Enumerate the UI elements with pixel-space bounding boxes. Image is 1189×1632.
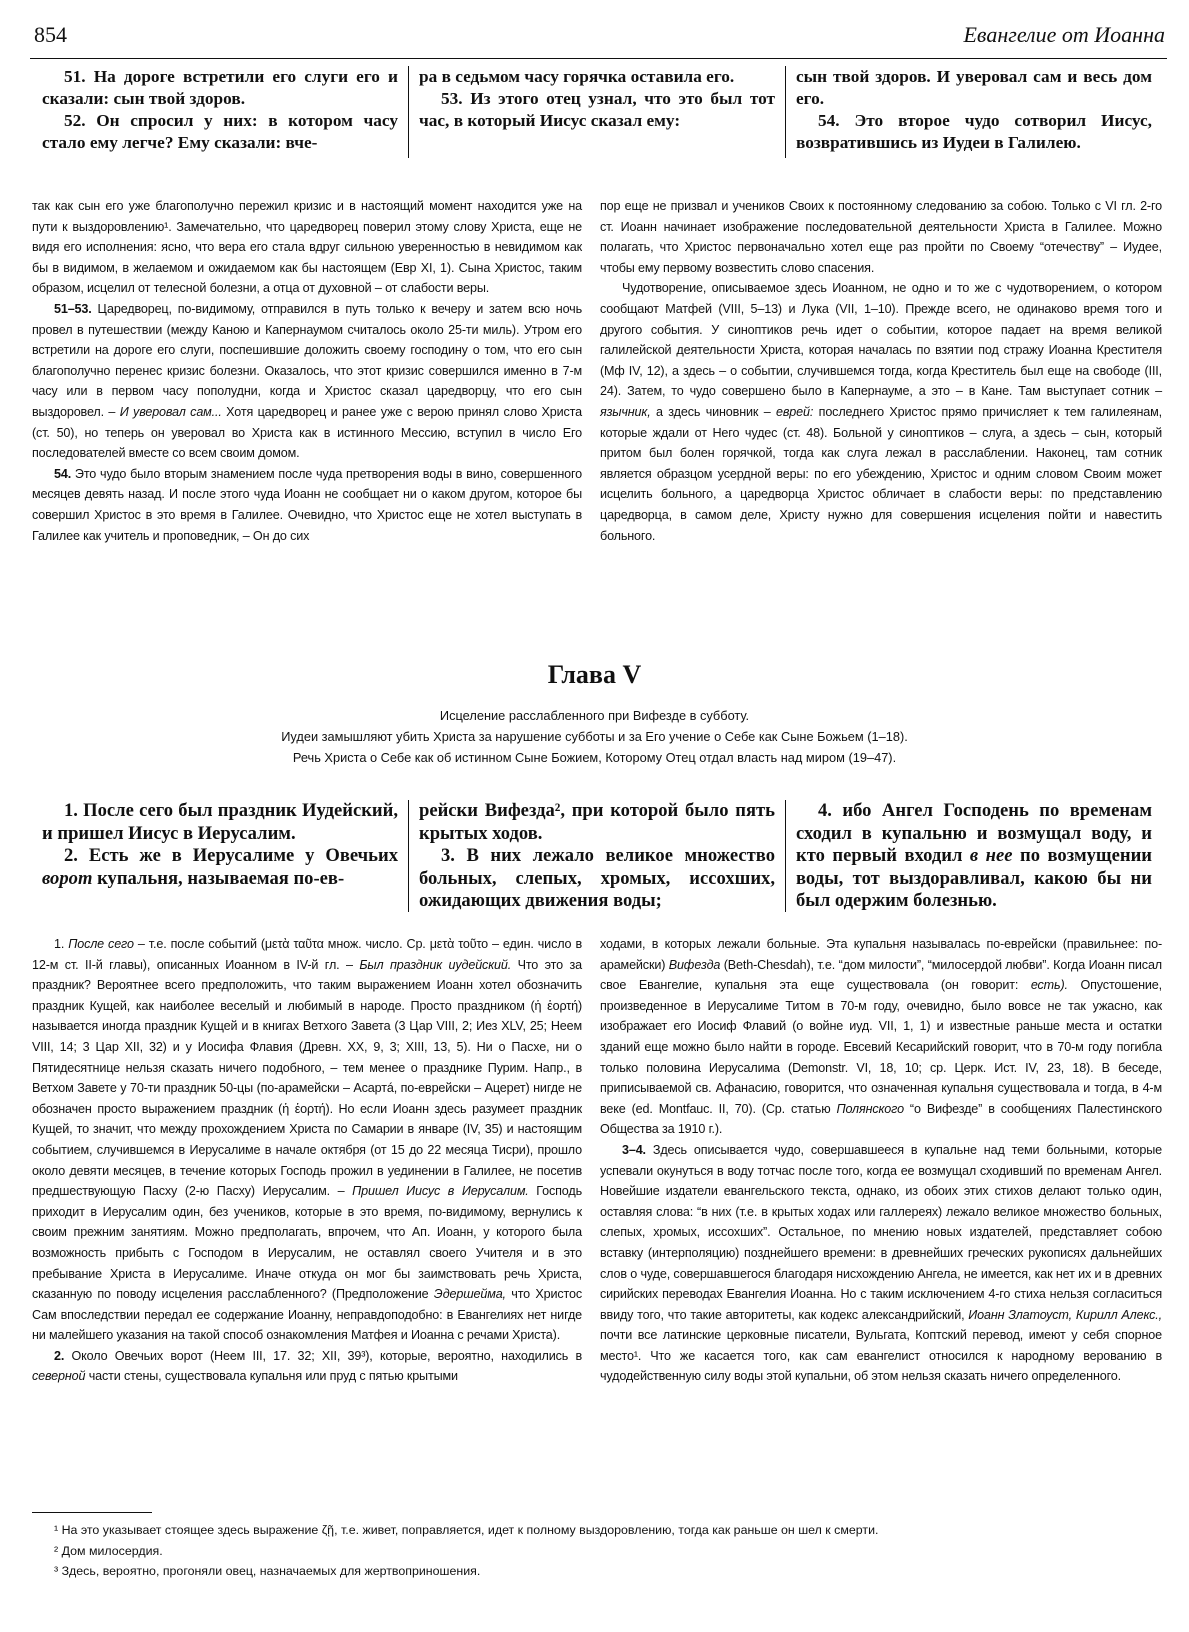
- commentary-paragraph: пор еще не призвал и учеников Своих к постоянному следованию за собою. Только с VI гл. 2-го ст. Иоанн начинает изображение последовательной деятельности Христа в Галилее. Можно полагать, что Христос первоначально хотел еще раз пройти по Своему “отечеству” – Иудее, чтобы ему первому возвестить слово спасения.: [600, 199, 1162, 275]
- verse-column-1: [32, 66, 408, 158]
- commentary-v-left: [32, 934, 582, 1387]
- page-number: 854: [34, 22, 67, 47]
- verse-52: 52. Он спросил у них: в котором часу стало ему легче? Ему сказали: вче-: [42, 111, 398, 152]
- commentary-paragraph: 3–4. Здесь описывается чудо, совершавшееся в купальне над теми больными, которые успевали окунуться в воду тотчас после того, когда ее возмущал сходивший по временам Ангел. Новейшие издатели евангельского текста, однако, из обоих этих стихов делают только один, оставляя слова: “в них (т.е. в крытых ходах или галлереях) лежало великое множество больных, слепых, хромых, иссохших”. Остальное, по мнению новых издателей, представляет собою вставку (интерполяцию) позднейшего времени: в древнейших греческих рукописях дальнейших слов о чуде, совершавшегося благодаря нисхождению Ангела, не имеется, как нет их и в древних сирийских переводах Евангелия Иоанна. Но с таким исключением 4-го стиха нельзя согласиться ввиду того, что такие авторитеты, как кодекс александрийский, Иоанн Златоуст, Кирилл Алекс., почти все латинские церковные писатели, Вульгата, Коптский перевод, имеют у себя спорное место¹. Что же касается того, как сам евангелист относился к народному верованию в чудодейственную силу воды этой купальни, об этом нельзя сказать ничего определенного.: [600, 1142, 1162, 1384]
- verse-ref: 1.: [54, 937, 65, 951]
- running-header: [30, 18, 1167, 59]
- verse-ref: 2.: [54, 1348, 65, 1363]
- commentary-paragraph: 2. Около Овечьих ворот (Неем III, 17. 32; XII, 39³), которые, вероятно, находились в северной части стены, существовала купальня или пруд с пятью крытыми: [32, 1348, 582, 1384]
- summary-line: Речь Христа о Себе как об истинном Сыне Божием, Которому Отец отдал власть над миром (19–47).: [292, 750, 897, 765]
- commentary-iv-left: [32, 196, 582, 546]
- verse-53: 53. Из этого отец узнал, что это был тот час, в который Иисус сказал ему:: [419, 89, 775, 130]
- verse-1: 1. После сего был праздник Иудейский, и пришел Иисус в Иерусалим.: [42, 800, 398, 844]
- verse-column-3: [785, 800, 1162, 912]
- chapter-summary: [60, 705, 1129, 768]
- commentary-paragraph: 1. После сего – т.е. после событий (μετὰ ταῦτα множ. число. Ср. μετὰ τοῦτο – един. число в 12-м ст. II-й главы), описанных Иоанном в IV-й гл. – Был праздник иудейский. Что это за праздник? Вероятнее всего предположить, что таким выражением Иоанн хотел обозначить праздник Кущей, как наиболее веселый и любимый в народе. Просто праздником (ἡ ἑορτή) называется иногда праздник Кущей и в книгах Ветхого Завета (3 Цар VIII, 2; Иез XLV, 25; Неем VIII, 14; 3 Цар XII, 32) и у Иосифа Флавия (Древн. XX, 9, 3; XIII, 13, 5). Ни о Пасхе, ни о Пятидесятнице нельзя сказать ничего подобного, – тем менее о празднике Пурим. Напр., в Ветхом Завете у 70-ти праздник 50-цы (по-арамейски – Асартá, по-еврейски – Ацерет) нигде не обозначен просто выражением праздник (ἡ ἑορτή). Но если Иоанн здесь разумеет праздник Кущей, то значит, что между прохождением Христа по Самарии в январе (IV, 35) и настоящим событием, случившемся в Иерусалиме в начале октября (от 15 до 22 месяца Тисри), прошло около девяти месяцев, в течение которых Господь прожил в уединении в Галилее, не посетив предшествующую Пасху (2-ю Пасху) Иерусалим. – Пришел Иисус в Иерусалим. Господь приходит в Иерусалим один, без учеников, которые в это время, по-видимому, вернулись к своим прежним занятиям. Можно предполагать, впрочем, что Ап. Иоанн, у которого была возможность прибыть с Господом в Иерусалим, не оставлял своего Учителя и в это пребывание Христа в Иерусалиме. Иначе откуда он мог бы заимствовать речь Христа, сказанную по поводу исцеления расслабленного? (Предположение Эдершейма, что Христос Сам впоследствии передал ее содержание Иоанну, неправдоподобно: в Евангелиях нет нигде ни малейшего указания на такой способ ознакомления Матфея и Иоанна с речами Христа).: [32, 937, 582, 1343]
- verse-ref: 54.: [54, 466, 72, 481]
- verse-3: 3. В них лежало великое множество больных, слепых, хромых, иссохших, ожидающих движения воды;: [419, 845, 775, 911]
- scripture-verses-chapter-5: [32, 800, 1162, 912]
- verse-ref: 3–4.: [622, 1142, 646, 1157]
- verse-2-continued: рейски Вифезда², при которой было пять крытых ходов.: [419, 800, 775, 844]
- commentary-paragraph: ходами, в которых лежали больные. Эта купальня называлась по-еврейски (правильнее: по-арамейски) Вифезда (Beth-Chesdah), т.е. “дом милости”, “милосердой любви”. Когда Иоанн писал свое Евангелие, купальня эта еще существовала (он говорит: есть). Опустошение, произведенное в Иерусалиме Титом в 70-м году, очевидно, было вовсе не так ужасно, как изображает его Иосиф Флавий (о войне иуд. VII, 1, 1) и известные раньше места и остатки зданий еще можно было найти в городе. Евсевий Кесарийский говорит, что в 70-м году погибла только половина Иерусалима (Demonstr. VI, 18, 10; ср. Церк. Ист. IV, 23, 18). В беседе, приписываемой св. Афанасию, говорится, что означенная купальня существовала и тогда, в 4-м веке (ed. Montfauc. II, 70). (Ср. статью Полянского “о Вифезде” в сообщениях Палестинского Общества за 1910 г.).: [600, 937, 1162, 1137]
- summary-line: Исцеление расслабленного при Вифезде в субботу.: [439, 708, 750, 723]
- verse-column-3: [785, 66, 1162, 158]
- verse-54: 54. Это второе чудо сотворил Иисус, возвратившись из Иудеи в Галилею.: [796, 111, 1152, 152]
- verse-53-continued: сын твой здоров. И уверовал сам и весь дом его.: [796, 67, 1152, 108]
- summary-line: Иудеи замышляют убить Христа за нарушение субботы и за Его учение о Себе как Сыне Божьем (1–18).: [281, 729, 908, 744]
- verse-column-2: [408, 800, 785, 912]
- scripture-verses-top: [32, 66, 1162, 158]
- footnote-3: ³ Здесь, вероятно, прогоняли овец, назначаемых для жертвоприношения.: [54, 1564, 481, 1578]
- verse-column-1: [32, 800, 408, 912]
- chapter-title: Глава V: [547, 660, 642, 689]
- footnote-divider: [32, 1512, 152, 1513]
- verse-ref: 51–53.: [54, 301, 92, 316]
- commentary-paragraph: так как сын его уже благополучно пережил кризис и в настоящий момент находится уже на пути к выздоровлению¹. Замечательно, что царедворец поверил этому слову Христа, еще не видя его исполнения: ясно, что вера его стала вдруг сильною уверенностью в невидимом как бы в видимом, в желаемом и ожидаемом как бы настоящем (Евр XI, 1). Сына Христос, таким образом, исцелил от телесной болезни, а отца от духовной – от слабости веры.: [32, 199, 582, 296]
- footnote-2: ² Дом милосердия.: [54, 1543, 163, 1558]
- verse-52-continued: ра в седьмом часу горячка оставила его.: [419, 67, 735, 86]
- commentary-paragraph: 51–53. Царедворец, по-видимому, отправился в путь только к вечеру и затем всю ночь провел в путешествии (между Каною и Капернаумом считалось около 25-ти миль). Утром его встретили на дороге его слуги, поспешившие доложить своему господину о том, что его сын благополучно перенес кризис болезни. Оказалось, что этот кризис совершился именно в 7-м часу или в первом часу пополудни, когда и Христос сказал царедворцу, что его сын выздоровел. – И уверовал сам... Хотя царедворец и ранее уже с верою принял слово Христа (ст. 50), но теперь он уверовал во Христа как в истинного Мессию, вступил в число Его последователей вместе со всем своим домом.: [32, 301, 582, 461]
- commentary-v-right: [600, 934, 1162, 1387]
- verse-51: 51. На дороге встретили его слуги его и сказали: сын твой здоров.: [42, 67, 398, 108]
- commentary-iv-right: [600, 196, 1162, 546]
- commentary-paragraph: 54. Это чудо было вторым знамением после чуда претворения воды в вино, совершенного месяцев девять назад. И после этого чуда Иоанн не сообщает ни о каком другом, которое бы совершил Христос в это время в Галилее. Очевидно, что Христос еще не хотел выступать в Галилее как учитель и проповедник, – Он до сих: [32, 466, 582, 543]
- commentary-paragraph: Чудотворение, описываемое здесь Иоанном, не одно и то же с чудотворением, о котором сообщают Матфей (VIII, 5–13) и Лука (VII, 1–10). Прежде всего, не одинаково время того и другого события. У синоптиков речь идет о событии, которое падает на время великой галилейской деятельности Христа, которая началась по взятии под стражу Иоанна Крестителя (Мф IV, 12), а здесь – о событии, случившемся тогда, когда Креститель был еще на свободе (III, 24). Затем, то чудо совершено было в Капернауме, а это – в Кане. Там выступает сотник – язычник, а здесь чиновник – еврей: последнего Христос прямо причисляет к тем галилеянам, которые ждали от Него чудес (ст. 48). Больной у синоптиков – слуга, а здесь – сын, который притом был болен горячкой, тогда как слуга лежал в расслаблении. Наконец, там сотник является образцом усердной веры: по его убеждению, Христос и одним словом Своим может исцелить больного, а царедворца Христос обличает в слабости веры: по представлению царедворца, в самом деле, Христу нужно для совершения исцеления пойти и навестить больного.: [600, 281, 1162, 543]
- footnotes: [32, 1520, 1162, 1582]
- running-title: Евангелие от Иоанна: [963, 22, 1165, 47]
- verse-4: 4. ибо Ангел Господень по временам сходил в купальню и возмущал воду, и кто первый входил в нее по возмущении воды, тот выздоравливал, какою бы ни был одержим болезнью.: [796, 800, 1152, 911]
- verse-2: 2. Есть же в Иерусалиме у Овечьих ворот купальня, называемая по-ев-: [42, 845, 398, 889]
- verse-column-2: [408, 66, 785, 158]
- footnote-1: ¹ На это указывает стоящее здесь выражение ζῇ, т.е. живет, поправляется, идет к полному выздоровлению, тогда как раньше он шел к смерти.: [54, 1523, 879, 1537]
